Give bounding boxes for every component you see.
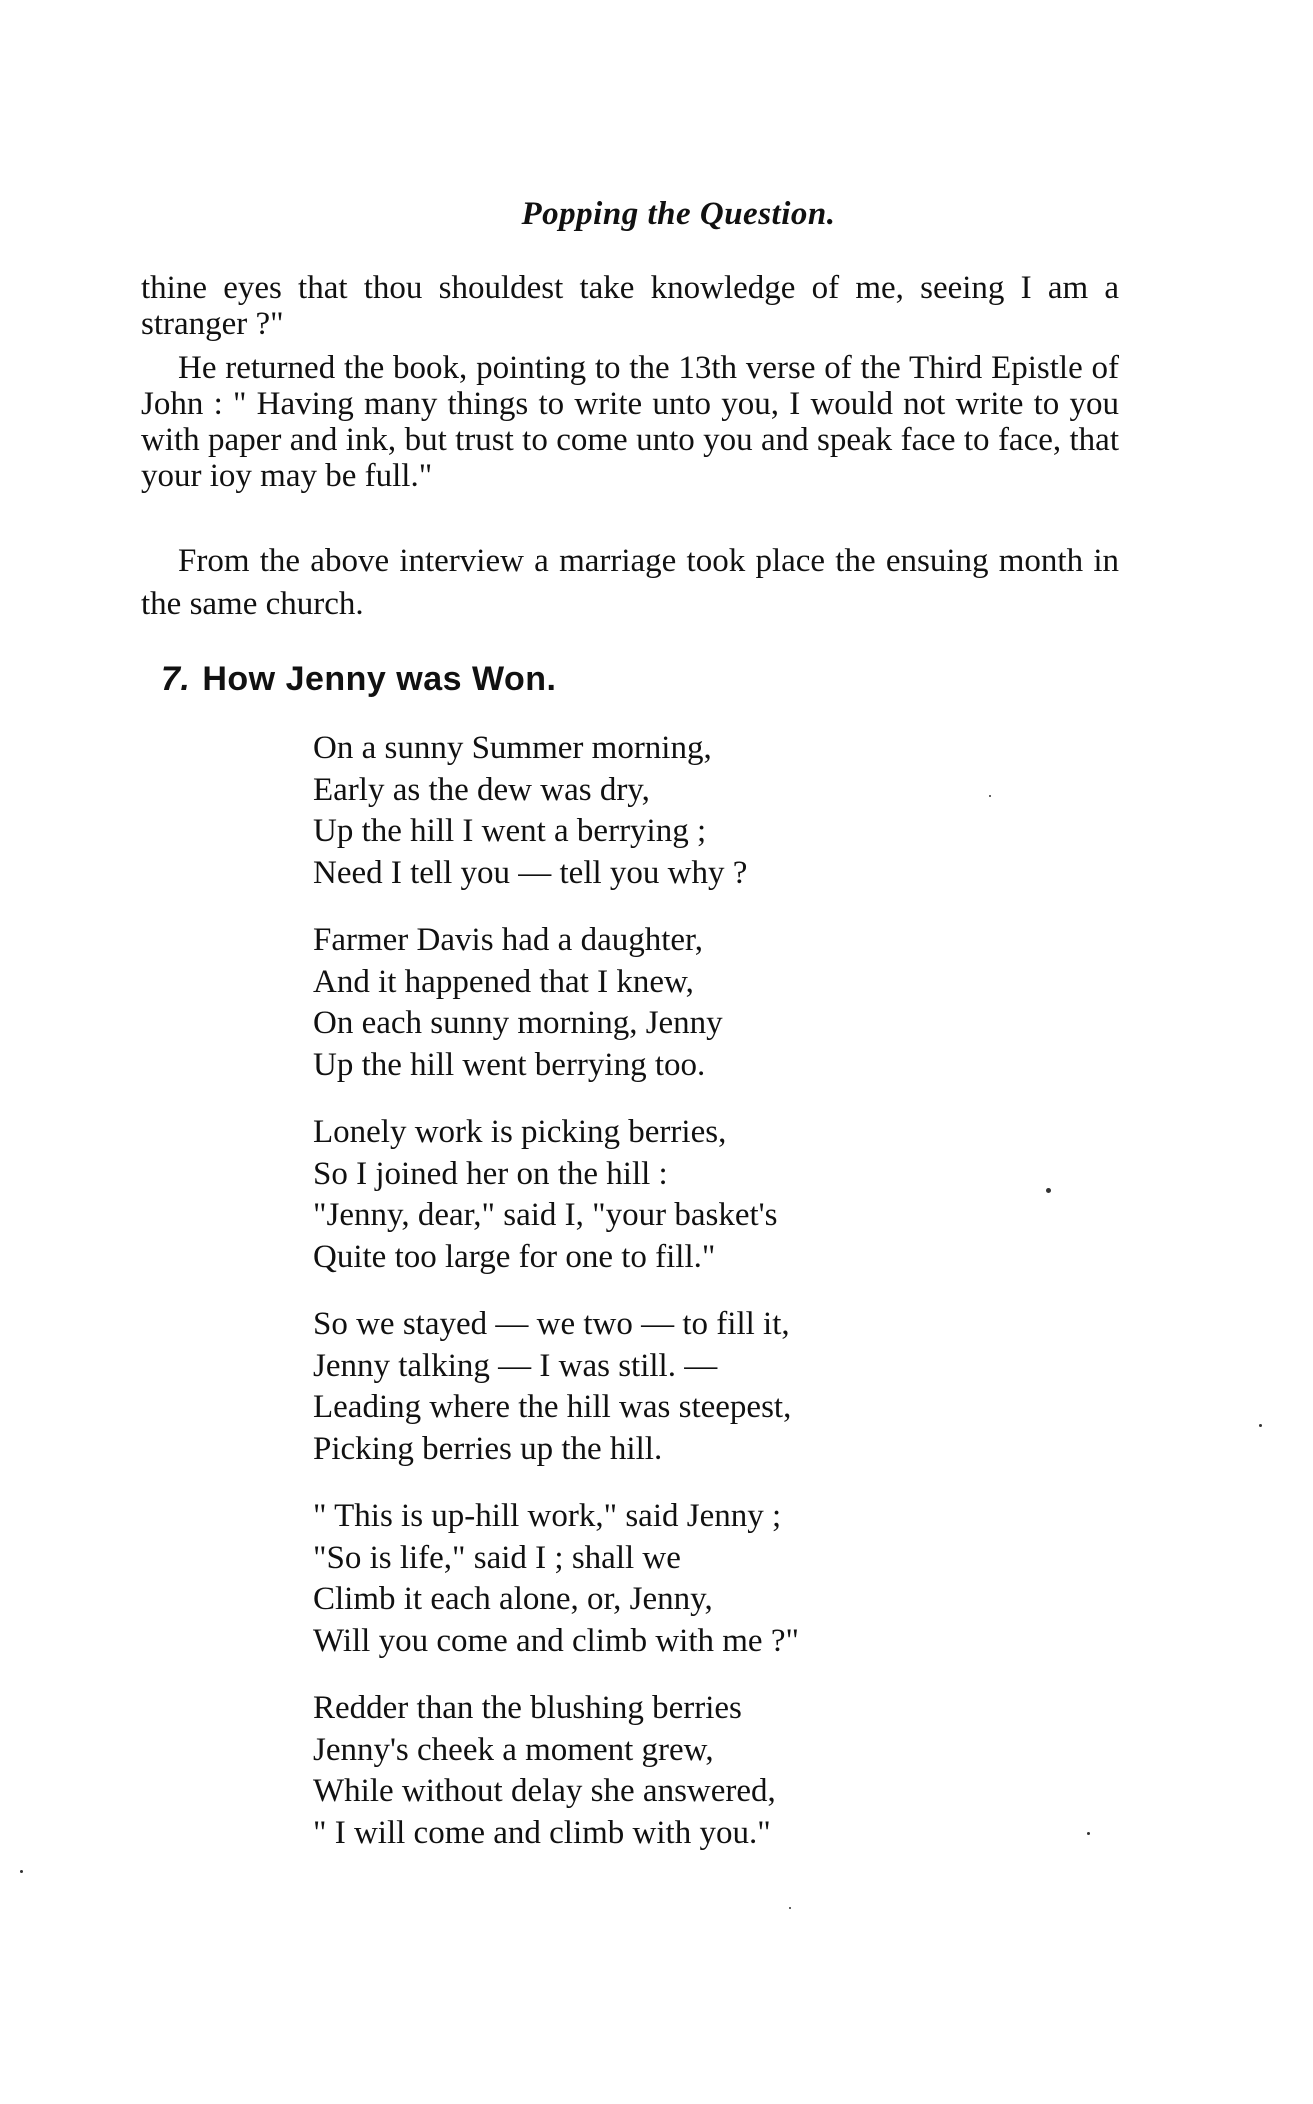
paragraph-book-returned xyxy=(141,350,1119,494)
paragraph-text: He returned the book, pointing to the 13th verse of the Third Epistle of John : " Having many things to write unto you, I would not write to you with paper and ink, but trust to come unto you and speak face to face, that your ioy may be full." xyxy=(141,350,1119,494)
print-speck xyxy=(1087,1832,1090,1835)
paragraph-continuation xyxy=(141,270,1119,342)
poem-line: So I joined her on the hill : xyxy=(313,1155,668,1192)
poem-line: Climb it each alone, or, Jenny, xyxy=(313,1581,713,1617)
print-speck xyxy=(989,795,991,797)
poem-line: Quite too large for one to fill." xyxy=(313,1238,716,1275)
section-heading xyxy=(161,660,556,699)
poem xyxy=(313,728,1013,1880)
stanza xyxy=(313,1688,1013,1854)
poem-line: Up the hill I went a berrying ; xyxy=(313,813,707,849)
poem-line: Early as the dew was dry, xyxy=(313,771,650,808)
stanza xyxy=(313,1304,1013,1470)
poem-line: Up the hill went berrying too. xyxy=(313,1046,706,1083)
stanza xyxy=(313,920,1013,1086)
poem-line: "So is life," said I ; shall we xyxy=(313,1539,681,1576)
poem-line: " This is up-hill work," said Jenny ; xyxy=(313,1498,782,1534)
poem-line: " I will come and climb with you." xyxy=(313,1814,771,1851)
poem-line: Jenny talking — I was still. — xyxy=(313,1347,718,1384)
print-speck xyxy=(789,1907,791,1909)
poem-line: Jenny's cheek a moment grew, xyxy=(313,1731,714,1768)
print-speck xyxy=(1046,1188,1051,1193)
section-title: How Jenny was Won. xyxy=(202,660,557,698)
stanza xyxy=(313,1496,1013,1662)
poem-line: Redder than the blushing berries xyxy=(313,1690,742,1726)
poem-line: So we stayed — we two — to fill it, xyxy=(313,1306,790,1342)
print-speck xyxy=(1259,1424,1262,1427)
paragraph-text: From the above interview a marriage took place the ensuing month in the same church. xyxy=(141,543,1119,622)
running-head: Popping the Question. xyxy=(521,196,836,232)
poem-line: Farmer Davis had a daughter, xyxy=(313,922,703,958)
stanza xyxy=(313,728,1013,894)
poem-line: Picking berries up the hill. xyxy=(313,1430,663,1467)
paragraph-marriage xyxy=(141,540,1119,626)
poem-line: On a sunny Summer morning, xyxy=(313,730,712,766)
paragraph-text: thine eyes that thou shouldest take knowledge of me, seeing I am a stranger ?" xyxy=(141,270,1119,342)
poem-line: "Jenny, dear," said I, "your basket's xyxy=(313,1197,778,1233)
poem-line: Need I tell you — tell you why ? xyxy=(313,854,748,891)
poem-line: Will you come and climb with me ?" xyxy=(313,1622,799,1659)
poem-line: And it happened that I knew, xyxy=(313,963,694,1000)
section-number: 7. xyxy=(161,660,191,698)
poem-line: Leading where the hill was steepest, xyxy=(313,1389,792,1425)
stanza xyxy=(313,1112,1013,1278)
poem-line: On each sunny morning, Jenny xyxy=(313,1005,723,1041)
poem-line: While without delay she answered, xyxy=(313,1773,776,1809)
print-speck xyxy=(20,1870,23,1873)
poem-line: Lonely work is picking berries, xyxy=(313,1114,727,1150)
